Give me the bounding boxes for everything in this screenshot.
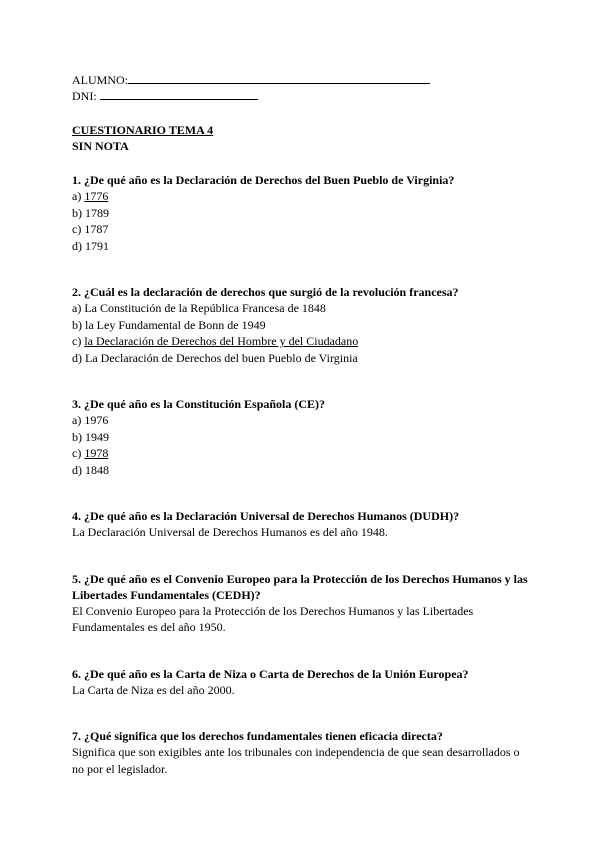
option-d [72, 238, 532, 255]
option-a [72, 412, 532, 429]
dni-blank [100, 88, 258, 100]
option-label: 1787 [84, 222, 109, 236]
answer-text: La Declaración Universal de Derechos Humanos es del año 1948. [72, 525, 388, 539]
alumno-label: ALUMNO: [72, 73, 128, 87]
option-prefix: d) [72, 238, 85, 253]
option-prefix: a) [72, 301, 85, 315]
option-prefix: a) [72, 413, 85, 427]
document-page [72, 72, 532, 777]
answer-text: El Convenio Europeo para la Protección de los Derechos Humanos y las Libertades Fundamentales es del año 1950. [72, 603, 474, 634]
question-5 [72, 571, 532, 636]
option-label: La Declaración de Derechos del buen Pueblo de Virginia [85, 350, 358, 365]
option-prefix: b) [72, 205, 85, 220]
option-prefix: c) [72, 446, 85, 460]
option-d [72, 462, 532, 479]
question-text: 7. ¿Qué significa que los derechos fundamentales tienen eficacia directa? [72, 729, 443, 743]
option-a [72, 300, 532, 317]
question-text: 1. ¿De qué año es la Declaración de Derechos del Buen Pueblo de Virginia? [72, 173, 455, 187]
option-c [72, 445, 532, 462]
option-prefix: c) [72, 334, 85, 348]
question-4 [72, 508, 532, 541]
option-a [72, 188, 532, 205]
page-title: CUESTIONARIO TEMA 4 [72, 123, 214, 137]
option-c [72, 333, 532, 350]
option-prefix: b) [72, 317, 85, 332]
option-prefix: c) [72, 222, 85, 236]
question-text: 6. ¿De qué año es la Carta de Niza o Carta de Derechos de la Unión Europea? [72, 666, 469, 681]
question-7 [72, 728, 532, 777]
question-6 [72, 666, 532, 699]
option-label: 1789 [85, 205, 109, 220]
option-label: 1848 [85, 462, 109, 477]
option-prefix: b) [72, 429, 85, 444]
option-prefix: d) [72, 350, 85, 365]
option-b [72, 317, 532, 334]
option-label-selected: 1776 [84, 189, 109, 203]
option-prefix: d) [72, 462, 85, 477]
question-1 [72, 172, 532, 254]
question-text: 5. ¿De qué año es el Convenio Europeo para la Protección de los Derechos Humanos y las Libertades Fundamentales (CEDH)? [72, 571, 528, 602]
option-prefix: a) [72, 189, 85, 203]
option-label: la Ley Fundamental de Bonn de 1949 [85, 317, 266, 332]
answer-text: La Carta de Niza es del año 2000. [72, 682, 235, 697]
alumno-blank [128, 72, 430, 84]
option-label: 1791 [85, 238, 109, 253]
option-c [72, 221, 532, 238]
dni-label: DNI: [72, 89, 97, 103]
answer-text: Significa que son exigibles ante los tribunales con independencia de que sean desarrollados o no por el legislador. [72, 745, 520, 776]
alumno-line [72, 72, 532, 88]
option-b [72, 205, 532, 222]
question-2 [72, 284, 532, 366]
question-text: 4. ¿De qué año es la Declaración Universal de Derechos Humanos (DUDH)? [72, 509, 460, 523]
option-label-selected: la Declaración de Derechos del Hombre y del Ciudadano [84, 334, 359, 348]
dni-line [72, 88, 532, 104]
question-3 [72, 396, 532, 478]
option-d [72, 350, 532, 367]
option-b [72, 429, 532, 446]
question-text: 3. ¿De qué año es la Constitución Española (CE)? [72, 397, 326, 411]
option-label: 1976 [84, 413, 109, 427]
option-label-selected: 1978 [84, 446, 109, 460]
option-label: La Constitución de la República Francesa de 1848 [84, 301, 326, 315]
option-label: 1949 [85, 429, 109, 444]
page-subtitle: SIN NOTA [72, 139, 129, 153]
question-text: 2. ¿Cuál es la declaración de derechos que surgió de la revolución francesa? [72, 285, 459, 299]
